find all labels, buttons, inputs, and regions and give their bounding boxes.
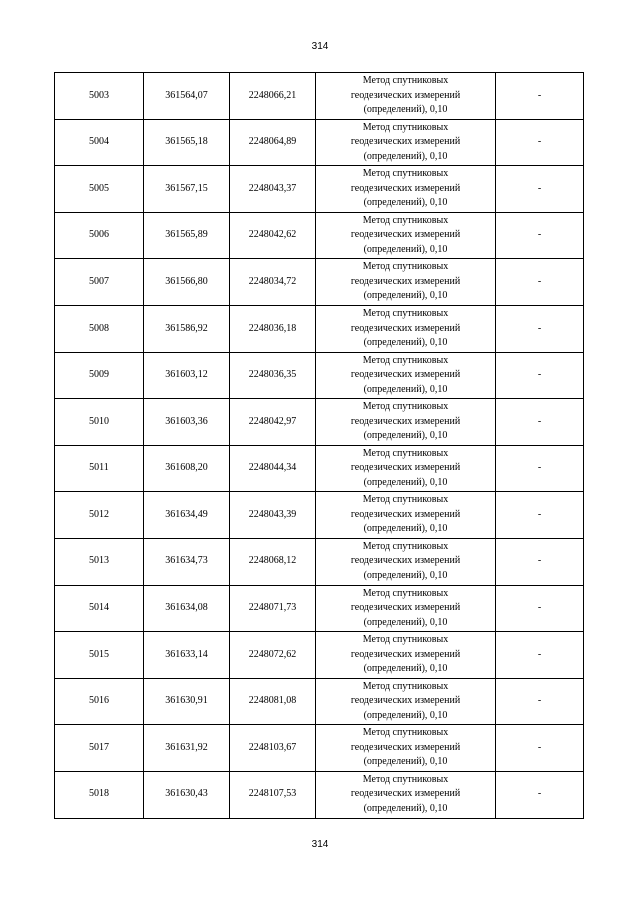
point-number-cell: 5015 — [55, 632, 144, 679]
note-cell: - — [496, 259, 584, 306]
method-cell — [316, 399, 496, 446]
note-cell: - — [496, 538, 584, 585]
x-coordinate-cell: 361630,43 — [144, 771, 230, 818]
y-coordinate-cell: 2248103,67 — [230, 725, 316, 772]
method-cell — [316, 492, 496, 539]
table-row — [55, 73, 584, 120]
method-cell — [316, 585, 496, 632]
x-coordinate-cell: 361565,89 — [144, 212, 230, 259]
table-row — [55, 492, 584, 539]
y-coordinate-cell: 2248068,12 — [230, 538, 316, 585]
note-cell: - — [496, 678, 584, 725]
x-coordinate-cell: 361566,80 — [144, 259, 230, 306]
table-row — [55, 352, 584, 399]
point-number-cell: 5004 — [55, 119, 144, 166]
point-number-cell: 5016 — [55, 678, 144, 725]
method-cell — [316, 119, 496, 166]
point-number-cell: 5014 — [55, 585, 144, 632]
method-text: Метод спутниковых геодезических измерений (определений), 0,10 — [350, 401, 461, 442]
x-coordinate-cell: 361634,49 — [144, 492, 230, 539]
note-cell: - — [496, 725, 584, 772]
x-coordinate-cell: 361564,07 — [144, 73, 230, 120]
point-number-cell: 5003 — [55, 73, 144, 120]
x-coordinate-cell: 361567,15 — [144, 166, 230, 213]
y-coordinate-cell: 2248044,34 — [230, 445, 316, 492]
x-coordinate-cell: 361634,73 — [144, 538, 230, 585]
point-number-cell: 5011 — [55, 445, 144, 492]
method-cell — [316, 632, 496, 679]
method-cell — [316, 445, 496, 492]
note-cell: - — [496, 585, 584, 632]
note-cell: - — [496, 771, 584, 818]
method-text: Метод спутниковых геодезических измерений (определений), 0,10 — [350, 214, 461, 255]
table-row — [55, 585, 584, 632]
table-row — [55, 678, 584, 725]
note-cell: - — [496, 166, 584, 213]
x-coordinate-cell: 361634,08 — [144, 585, 230, 632]
y-coordinate-cell: 2248043,39 — [230, 492, 316, 539]
x-coordinate-cell: 361608,20 — [144, 445, 230, 492]
table-row — [55, 212, 584, 259]
x-coordinate-cell: 361630,91 — [144, 678, 230, 725]
table-row — [55, 445, 584, 492]
y-coordinate-cell: 2248042,62 — [230, 212, 316, 259]
point-number-cell: 5010 — [55, 399, 144, 446]
x-coordinate-cell: 361631,92 — [144, 725, 230, 772]
method-text: Метод спутниковых геодезических измерений (определений), 0,10 — [350, 494, 461, 535]
method-cell — [316, 678, 496, 725]
method-text: Метод спутниковых геодезических измерений (определений), 0,10 — [350, 727, 461, 768]
note-cell: - — [496, 352, 584, 399]
method-cell — [316, 212, 496, 259]
x-coordinate-cell: 361586,92 — [144, 305, 230, 352]
point-number-cell: 5007 — [55, 259, 144, 306]
table-row — [55, 259, 584, 306]
note-cell: - — [496, 632, 584, 679]
table-row — [55, 119, 584, 166]
y-coordinate-cell: 2248042,97 — [230, 399, 316, 446]
method-cell — [316, 771, 496, 818]
method-cell — [316, 166, 496, 213]
x-coordinate-cell: 361603,12 — [144, 352, 230, 399]
note-cell: - — [496, 73, 584, 120]
x-coordinate-cell: 361565,18 — [144, 119, 230, 166]
table-row — [55, 538, 584, 585]
page-number-bottom: 314 — [311, 839, 329, 850]
y-coordinate-cell: 2248036,35 — [230, 352, 316, 399]
point-number-cell: 5017 — [55, 725, 144, 772]
method-text: Метод спутниковых геодезических измерений (определений), 0,10 — [350, 168, 461, 209]
method-text: Метод спутниковых геодезических измерений (определений), 0,10 — [350, 447, 461, 488]
point-number-cell: 5012 — [55, 492, 144, 539]
note-cell: - — [496, 119, 584, 166]
method-text: Метод спутниковых геодезических измерений (определений), 0,10 — [350, 75, 461, 116]
method-cell — [316, 259, 496, 306]
y-coordinate-cell: 2248107,53 — [230, 771, 316, 818]
note-cell: - — [496, 399, 584, 446]
coordinates-table-body — [55, 73, 584, 819]
y-coordinate-cell: 2248071,73 — [230, 585, 316, 632]
point-number-cell: 5006 — [55, 212, 144, 259]
note-cell: - — [496, 492, 584, 539]
y-coordinate-cell: 2248043,37 — [230, 166, 316, 213]
method-text: Метод спутниковых геодезических измерений (определений), 0,10 — [350, 587, 461, 628]
table-row — [55, 771, 584, 818]
y-coordinate-cell: 2248066,21 — [230, 73, 316, 120]
x-coordinate-cell: 361633,14 — [144, 632, 230, 679]
method-text: Метод спутниковых геодезических измерений (определений), 0,10 — [350, 308, 461, 349]
point-number-cell: 5005 — [55, 166, 144, 213]
x-coordinate-cell: 361603,36 — [144, 399, 230, 446]
method-cell — [316, 73, 496, 120]
method-text: Метод спутниковых геодезических измерений (определений), 0,10 — [350, 773, 461, 814]
table-row — [55, 632, 584, 679]
method-text: Метод спутниковых геодезических измерений (определений), 0,10 — [350, 121, 461, 162]
method-text: Метод спутниковых геодезических измерений (определений), 0,10 — [350, 540, 461, 581]
coordinates-table — [54, 72, 584, 819]
y-coordinate-cell: 2248072,62 — [230, 632, 316, 679]
table-row — [55, 725, 584, 772]
point-number-cell: 5013 — [55, 538, 144, 585]
y-coordinate-cell: 2248081,08 — [230, 678, 316, 725]
method-text: Метод спутниковых геодезических измерений (определений), 0,10 — [350, 354, 461, 395]
y-coordinate-cell: 2248036,18 — [230, 305, 316, 352]
method-text: Метод спутниковых геодезических измерений (определений), 0,10 — [350, 261, 461, 302]
page-number-top: 314 — [311, 41, 329, 52]
table-row — [55, 305, 584, 352]
note-cell: - — [496, 445, 584, 492]
point-number-cell: 5008 — [55, 305, 144, 352]
method-text: Метод спутниковых геодезических измерений (определений), 0,10 — [350, 680, 461, 721]
y-coordinate-cell: 2248034,72 — [230, 259, 316, 306]
method-cell — [316, 538, 496, 585]
method-cell — [316, 305, 496, 352]
table-row — [55, 166, 584, 213]
table-row — [55, 399, 584, 446]
note-cell: - — [496, 305, 584, 352]
y-coordinate-cell: 2248064,89 — [230, 119, 316, 166]
note-cell: - — [496, 212, 584, 259]
method-text: Метод спутниковых геодезических измерений (определений), 0,10 — [350, 634, 461, 675]
point-number-cell: 5018 — [55, 771, 144, 818]
point-number-cell: 5009 — [55, 352, 144, 399]
method-cell — [316, 352, 496, 399]
method-cell — [316, 725, 496, 772]
